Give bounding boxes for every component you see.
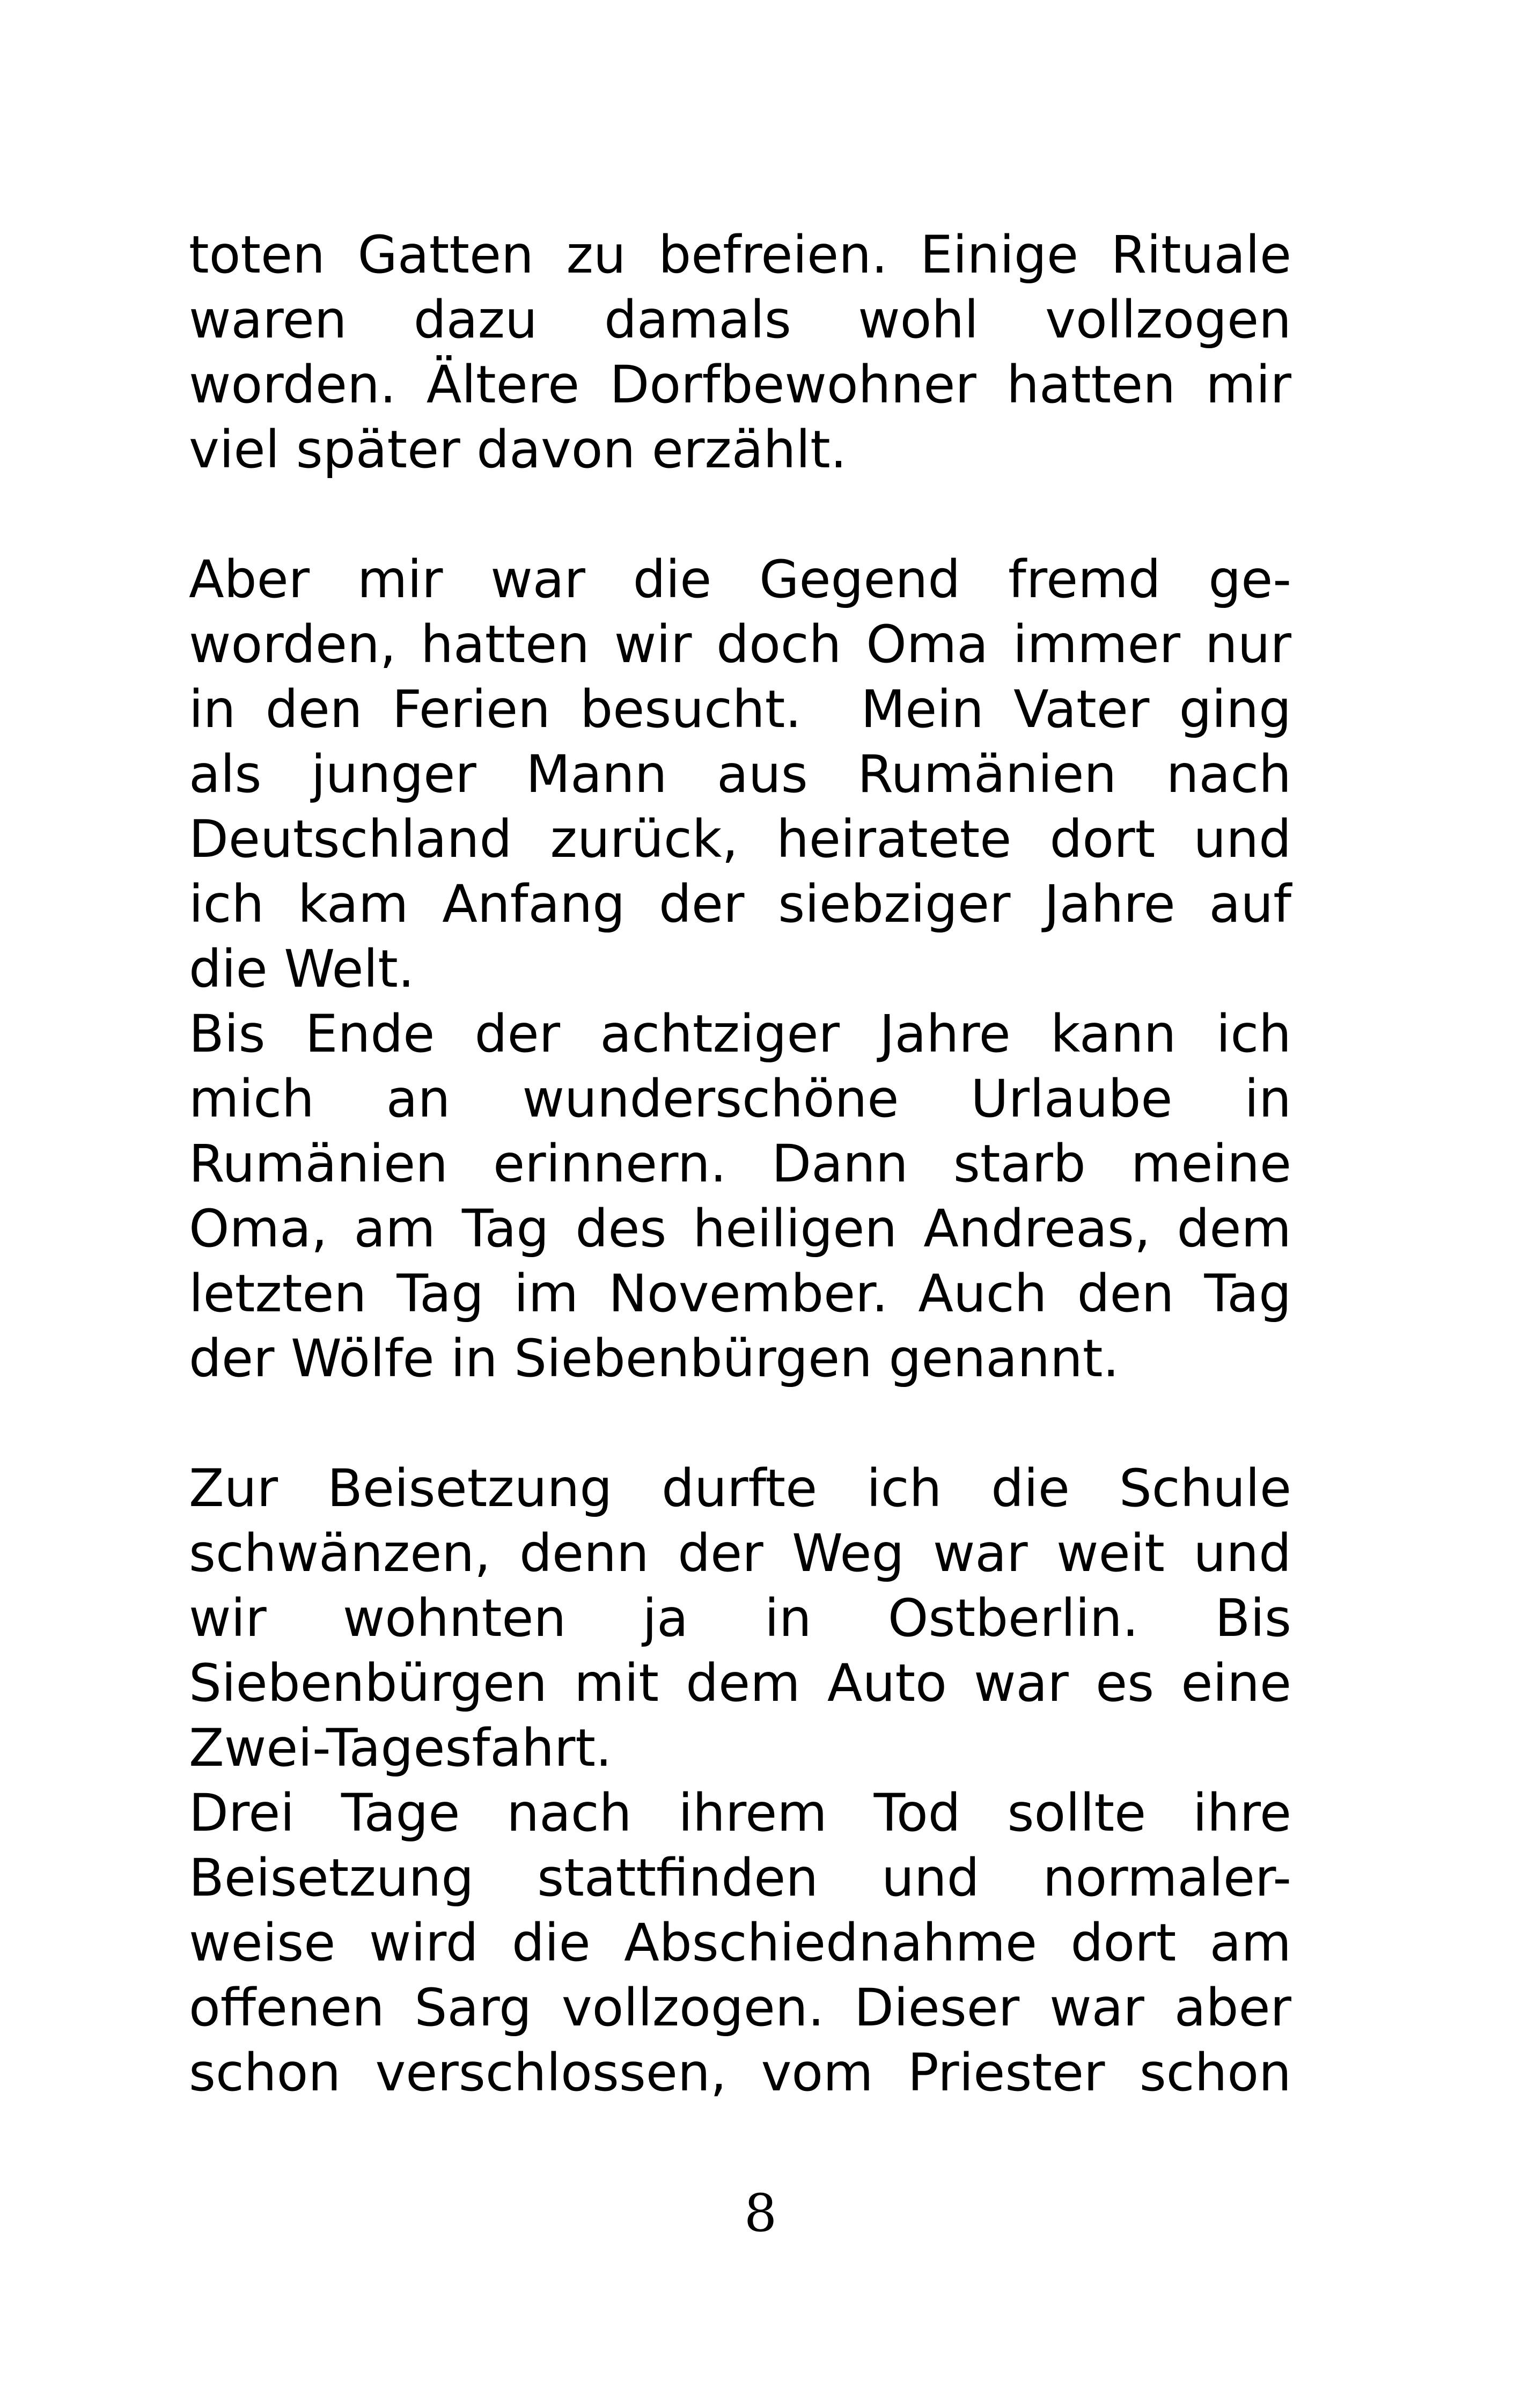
- text-line: Deutschland zurück, heiratete dort und: [189, 809, 1291, 869]
- text-line: toten Gatten zu befreien. Einige Rituale: [189, 225, 1291, 285]
- text-line: Oma, am Tag des heiligen Andreas, dem: [189, 1199, 1291, 1259]
- text-line: Zur Beisetzung durfte ich die Schule: [189, 1458, 1291, 1518]
- text-line: die Welt.: [189, 939, 415, 999]
- text-line: Siebenbürgen mit dem Auto war es eine: [189, 1653, 1291, 1713]
- text-line: mich an wunderschöne Urlaube in: [189, 1069, 1291, 1129]
- text-line: worden, hatten wir doch Oma immer nur: [189, 614, 1291, 674]
- paragraph-gap: [189, 482, 1291, 547]
- text-line: offenen Sarg vollzogen. Dieser war aber: [189, 1978, 1291, 2038]
- text-line: Bis Ende der achtziger Jahre kann ich: [189, 1004, 1291, 1064]
- paragraph-3: [189, 1002, 1291, 1391]
- text-line: letzten Tag im November. Auch den Tag: [189, 1264, 1291, 1324]
- page-number: 8: [744, 2183, 777, 2243]
- text-line: worden. Ältere Dorfbewohner hatten mir: [189, 355, 1291, 415]
- text-line: Drei Tage nach ihrem Tod sollte ihre: [189, 1783, 1291, 1843]
- text-line: als junger Mann aus Rumänien nach: [189, 744, 1291, 804]
- text-line: Aber mir war die Gegend fremd ge-: [189, 549, 1291, 610]
- text-line: wir wohnten ja in Ostberlin. Bis: [189, 1588, 1291, 1648]
- text-line: weise wird die Abschiednahme dort am: [189, 1913, 1291, 1973]
- text-line: Rumänien erinnern. Dann starb meine: [189, 1134, 1291, 1194]
- paragraph-2: [189, 547, 1291, 1002]
- text-line: in den Ferien besucht. Mein Vater ging: [189, 679, 1291, 739]
- text-line: schwänzen, denn der Weg war weit und: [189, 1523, 1291, 1583]
- paragraph-1: [189, 223, 1291, 482]
- paragraph-gap: [189, 1391, 1291, 1456]
- paragraph-5: [189, 1781, 1291, 2105]
- text-line: der Wölfe in Siebenbürgen genannt.: [189, 1328, 1120, 1389]
- body-text: [189, 223, 1291, 2105]
- paragraph-4: [189, 1456, 1291, 1781]
- text-line: Zwei-Tagesfahrt.: [189, 1718, 612, 1778]
- text-line: Beisetzung stattfinden und normaler-: [189, 1848, 1291, 1908]
- text-line: viel später davon erzählt.: [189, 420, 847, 480]
- text-line: waren dazu damals wohl vollzogen: [189, 290, 1291, 350]
- text-line: schon verschlossen, vom Priester schon: [189, 2043, 1291, 2103]
- text-line: ich kam Anfang der siebziger Jahre auf: [189, 874, 1291, 934]
